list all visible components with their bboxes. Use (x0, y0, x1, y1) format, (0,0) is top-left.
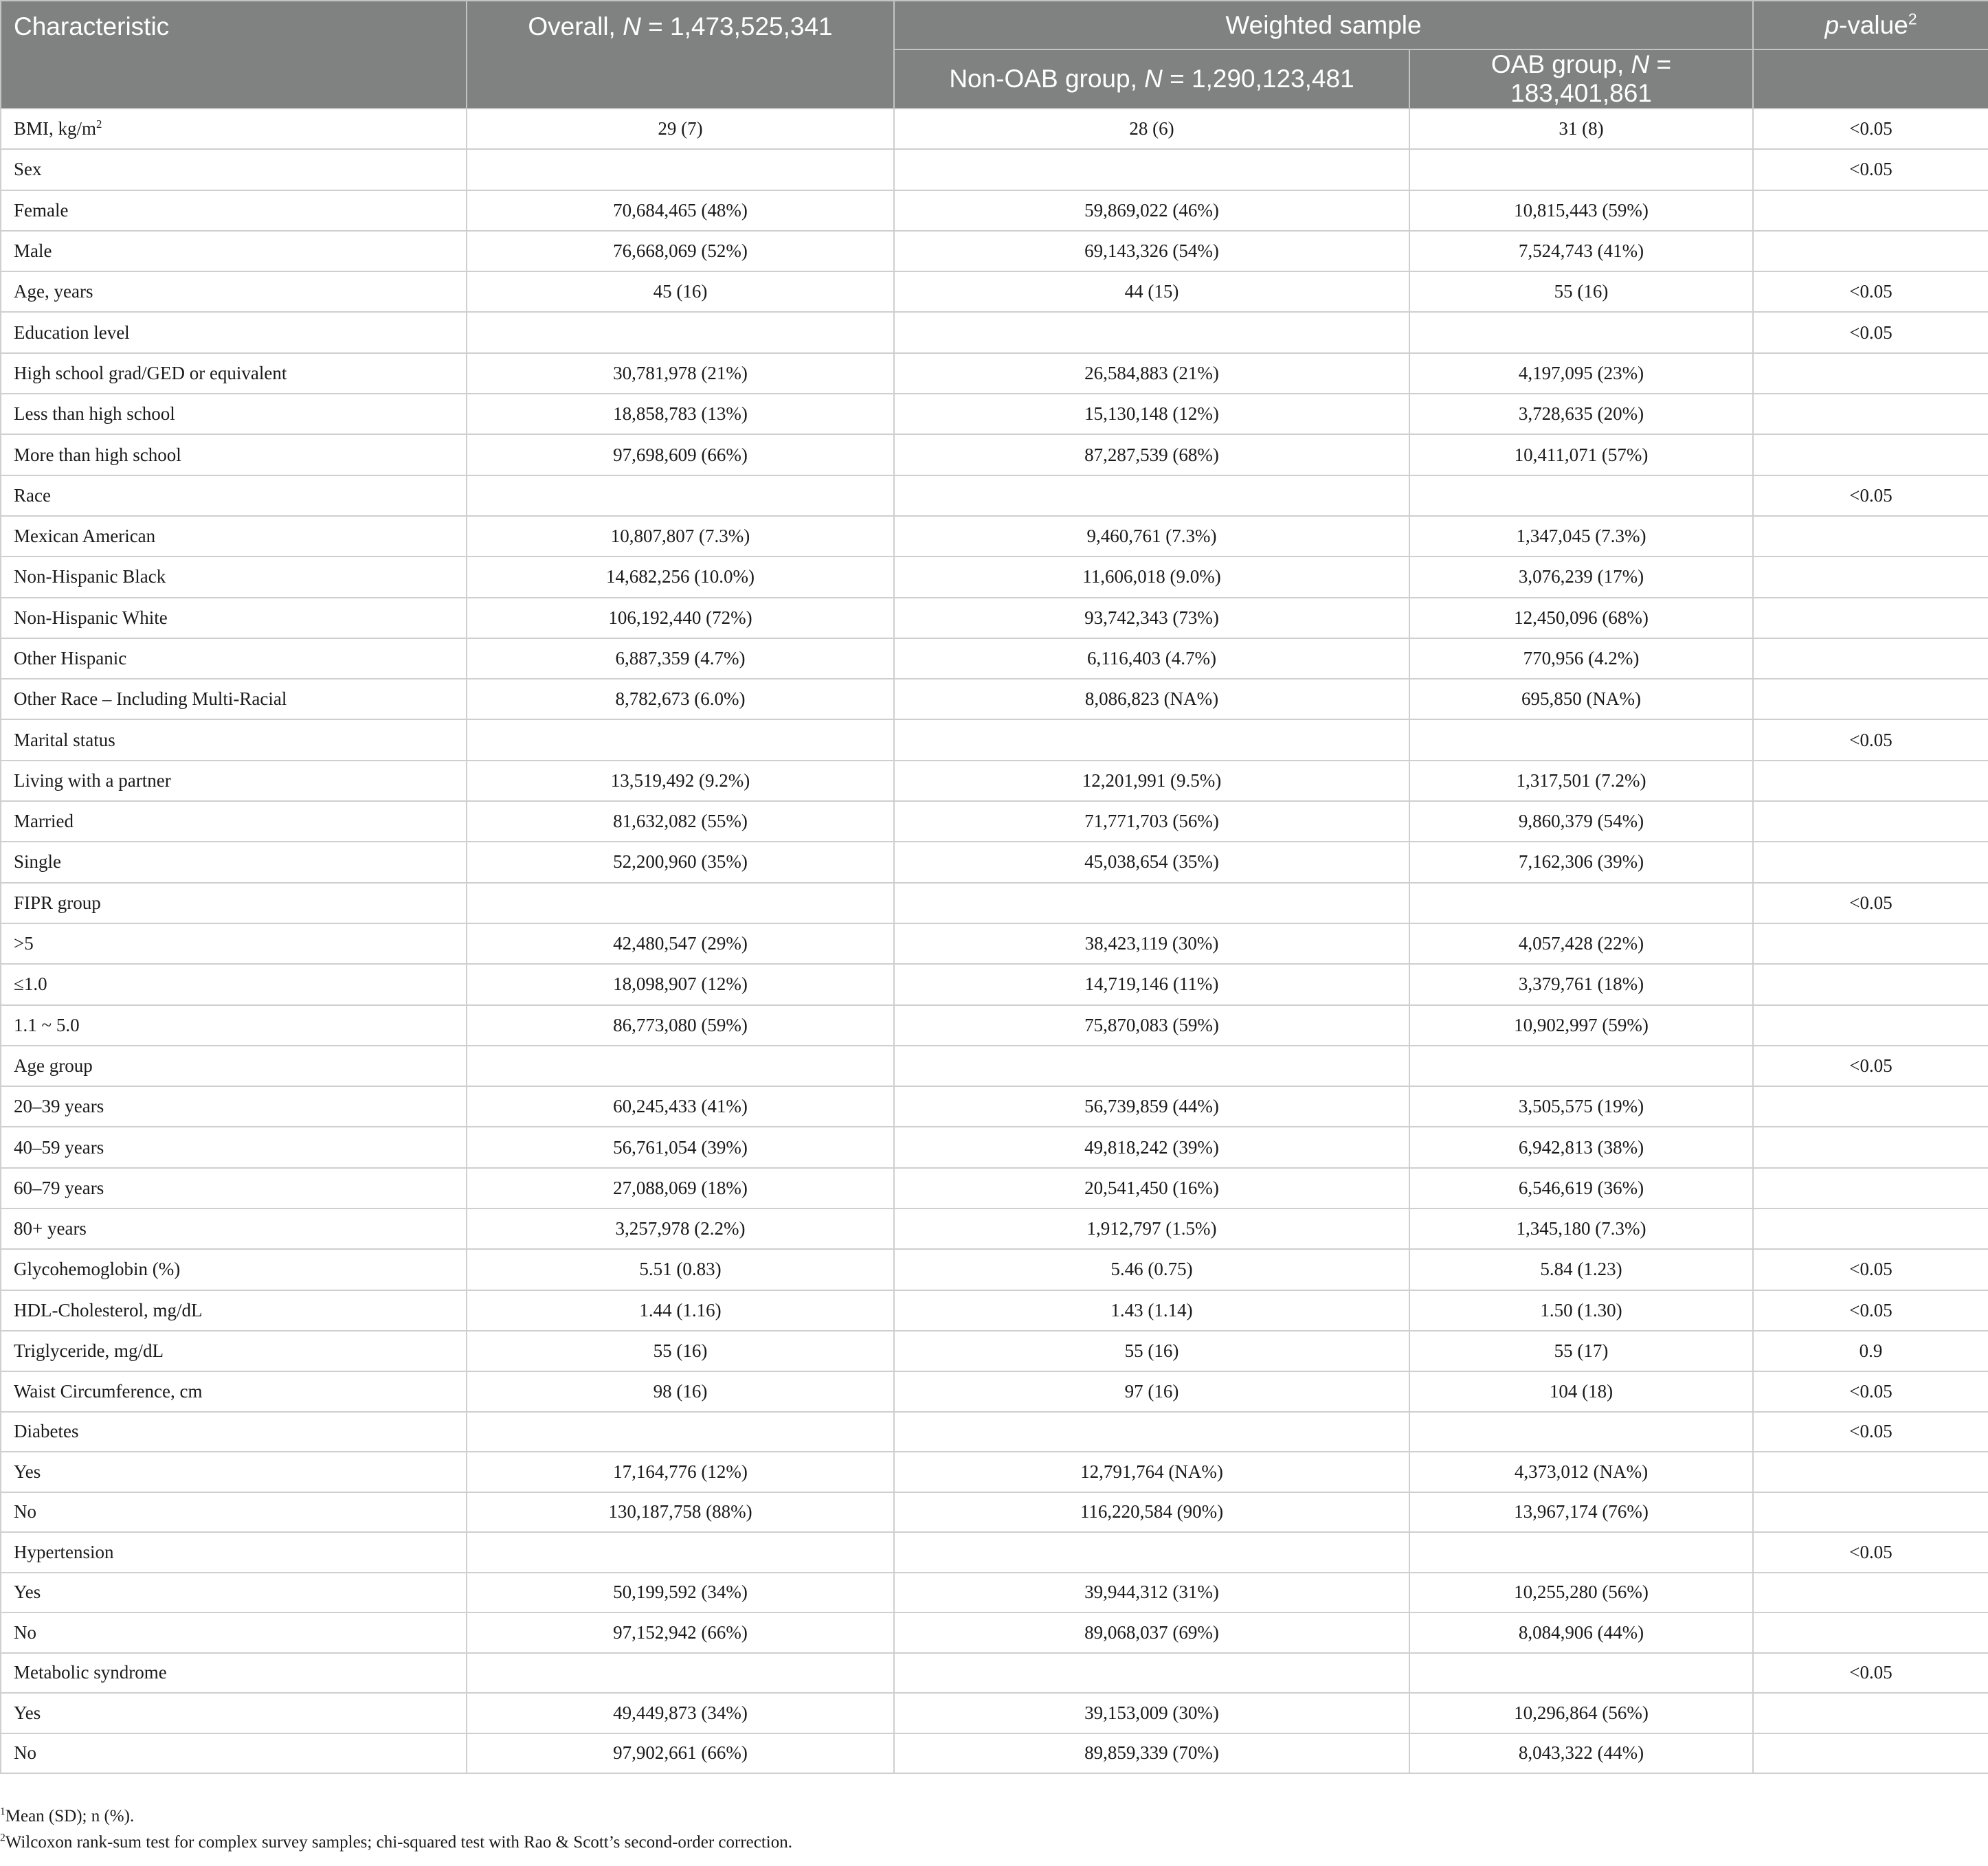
cell-pvalue (1753, 1005, 1988, 1046)
cell-nonoab: 8,086,823 (NA%) (894, 679, 1409, 719)
cell-characteristic: ≤1.0 (1, 964, 467, 1004)
cell-characteristic: Waist Circumference, cm (1, 1371, 467, 1412)
cell-pvalue (1753, 761, 1988, 801)
cell-nonoab: 69,143,326 (54%) (894, 231, 1409, 271)
cell-characteristic: Non-Hispanic White (1, 598, 467, 638)
cell-nonoab (894, 1046, 1409, 1086)
cell-nonoab: 89,068,037 (69%) (894, 1612, 1409, 1653)
cell-nonoab (894, 719, 1409, 760)
cell-characteristic: High school grad/GED or equivalent (1, 353, 467, 394)
cell-characteristic: Single (1, 842, 467, 882)
cell-overall (467, 719, 894, 760)
cell-overall: 18,858,783 (13%) (467, 394, 894, 434)
table-row (1, 1693, 1988, 1733)
cell-characteristic: HDL-Cholesterol, mg/dL (1, 1290, 467, 1331)
cell-oab: 55 (16) (1409, 271, 1753, 312)
cell-pvalue (1753, 598, 1988, 638)
cell-oab: 1,347,045 (7.3%) (1409, 516, 1753, 557)
table-row (1, 1086, 1988, 1127)
cell-characteristic: No (1, 1612, 467, 1653)
cell-oab (1409, 719, 1753, 760)
cell-overall: 52,200,960 (35%) (467, 842, 894, 882)
cell-pvalue: <0.05 (1753, 1249, 1988, 1290)
cell-oab: 8,043,322 (44%) (1409, 1733, 1753, 1774)
table-row (1, 434, 1988, 475)
table-row (1, 1612, 1988, 1653)
table-row (1, 1733, 1988, 1774)
table-row (1, 1209, 1988, 1249)
cell-overall: 29 (7) (467, 109, 894, 149)
footnote-1 (0, 1806, 1988, 1827)
cell-pvalue: <0.05 (1753, 883, 1988, 923)
cell-nonoab (894, 149, 1409, 190)
header-oab (1409, 49, 1753, 109)
cell-pvalue (1753, 1168, 1988, 1209)
cell-oab (1409, 312, 1753, 352)
cell-characteristic: Other Race – Including Multi-Racial (1, 679, 467, 719)
table-row (1, 109, 1988, 149)
cell-characteristic: Race (1, 475, 467, 516)
cell-pvalue: <0.05 (1753, 109, 1988, 149)
header-row-1 (1, 1, 1988, 49)
cell-characteristic: Diabetes (1, 1412, 467, 1452)
cell-oab: 7,524,743 (41%) (1409, 231, 1753, 271)
cell-oab (1409, 1046, 1753, 1086)
cell-oab: 695,850 (NA%) (1409, 679, 1753, 719)
header-overall-label: Overall, (528, 12, 623, 41)
cell-characteristic: Glycohemoglobin (%) (1, 1249, 467, 1290)
table-row (1, 557, 1988, 597)
cell-characteristic: 20–39 years (1, 1086, 467, 1127)
cell-nonoab: 39,153,009 (30%) (894, 1693, 1409, 1733)
cell-overall: 81,632,082 (55%) (467, 801, 894, 842)
cell-nonoab: 26,584,883 (21%) (894, 353, 1409, 394)
cell-nonoab (894, 883, 1409, 923)
cell-nonoab: 14,719,146 (11%) (894, 964, 1409, 1004)
cell-pvalue: <0.05 (1753, 1412, 1988, 1452)
cell-characteristic: 80+ years (1, 1209, 467, 1249)
cell-oab: 5.84 (1.23) (1409, 1249, 1753, 1290)
header-pvalue-rest: -value (1839, 10, 1908, 39)
cell-characteristic: 1.1 ~ 5.0 (1, 1005, 467, 1046)
cell-pvalue (1753, 353, 1988, 394)
cell-nonoab: 97 (16) (894, 1371, 1409, 1412)
header-pvalue (1753, 1, 1988, 49)
cell-nonoab (894, 312, 1409, 352)
cell-nonoab: 20,541,450 (16%) (894, 1168, 1409, 1209)
cell-pvalue: 0.9 (1753, 1331, 1988, 1371)
cell-overall: 3,257,978 (2.2%) (467, 1209, 894, 1249)
table-row (1, 1046, 1988, 1086)
cell-characteristic: Age, years (1, 271, 467, 312)
header-overall-n-value: = 1,473,525,341 (640, 12, 833, 41)
cell-oab: 13,967,174 (76%) (1409, 1492, 1753, 1533)
cell-overall: 13,519,492 (9.2%) (467, 761, 894, 801)
cell-nonoab: 87,287,539 (68%) (894, 434, 1409, 475)
cell-characteristic: FIPR group (1, 883, 467, 923)
table-body (1, 109, 1988, 1773)
cell-overall: 97,902,661 (66%) (467, 1733, 894, 1774)
cell-overall: 56,761,054 (39%) (467, 1127, 894, 1167)
cell-overall: 130,187,758 (88%) (467, 1492, 894, 1533)
footnote-1-text: Mean (SD); n (%). (5, 1807, 135, 1825)
bmi-sup: 2 (96, 117, 102, 131)
cell-overall: 86,773,080 (59%) (467, 1005, 894, 1046)
table-row (1, 1249, 1988, 1290)
cell-characteristic: Yes (1, 1693, 467, 1733)
cell-overall: 45 (16) (467, 271, 894, 312)
table-row (1, 1412, 1988, 1452)
cell-nonoab (894, 475, 1409, 516)
cell-nonoab: 56,739,859 (44%) (894, 1086, 1409, 1127)
cell-oab (1409, 475, 1753, 516)
cell-characteristic: Mexican American (1, 516, 467, 557)
cell-characteristic (1, 109, 467, 149)
cell-oab: 1,317,501 (7.2%) (1409, 761, 1753, 801)
cell-nonoab: 71,771,703 (56%) (894, 801, 1409, 842)
cell-overall (467, 149, 894, 190)
table-row (1, 1127, 1988, 1167)
table-row (1, 679, 1988, 719)
cell-oab: 10,902,997 (59%) (1409, 1005, 1753, 1046)
cell-oab: 1,345,180 (7.3%) (1409, 1209, 1753, 1249)
header-weighted-sample: Weighted sample (894, 1, 1753, 49)
cell-overall (467, 1532, 894, 1573)
cell-pvalue (1753, 231, 1988, 271)
cell-oab: 10,411,071 (57%) (1409, 434, 1753, 475)
bmi-label: BMI, kg/m (14, 118, 97, 139)
table-row (1, 312, 1988, 352)
cell-overall: 1.44 (1.16) (467, 1290, 894, 1331)
header-oab-n-value: = 183,401,861 (1510, 50, 1672, 107)
cell-nonoab: 55 (16) (894, 1331, 1409, 1371)
header-characteristic: Characteristic (1, 1, 467, 109)
cell-oab: 6,546,619 (36%) (1409, 1168, 1753, 1209)
table-row (1, 516, 1988, 557)
cell-oab: 4,057,428 (22%) (1409, 923, 1753, 964)
cell-nonoab: 59,869,022 (46%) (894, 190, 1409, 231)
cell-nonoab: 39,944,312 (31%) (894, 1573, 1409, 1613)
cell-characteristic: Age group (1, 1046, 467, 1086)
table-row (1, 1532, 1988, 1573)
cell-nonoab: 9,460,761 (7.3%) (894, 516, 1409, 557)
cell-overall: 18,098,907 (12%) (467, 964, 894, 1004)
header-pvalue-empty (1753, 49, 1988, 109)
cell-oab: 31 (8) (1409, 109, 1753, 149)
table-row (1, 964, 1988, 1004)
header-oab-n-letter: N (1631, 50, 1650, 78)
cell-pvalue (1753, 964, 1988, 1004)
cell-pvalue: <0.05 (1753, 1532, 1988, 1573)
cell-oab: 3,505,575 (19%) (1409, 1086, 1753, 1127)
cell-characteristic: Married (1, 801, 467, 842)
cell-oab: 7,162,306 (39%) (1409, 842, 1753, 882)
cell-characteristic: Triglyceride, mg/dL (1, 1331, 467, 1371)
cell-oab: 8,084,906 (44%) (1409, 1612, 1753, 1653)
cell-characteristic: No (1, 1492, 467, 1533)
cell-characteristic: Hypertension (1, 1532, 467, 1573)
header-overall-n-letter: N (623, 12, 641, 41)
cell-overall: 14,682,256 (10.0%) (467, 557, 894, 597)
cell-oab: 6,942,813 (38%) (1409, 1127, 1753, 1167)
cell-pvalue (1753, 394, 1988, 434)
cell-characteristic: Yes (1, 1452, 467, 1492)
cell-oab: 4,373,012 (NA%) (1409, 1452, 1753, 1492)
cell-pvalue: <0.05 (1753, 149, 1988, 190)
cell-oab: 9,860,379 (54%) (1409, 801, 1753, 842)
cell-characteristic: Living with a partner (1, 761, 467, 801)
cell-nonoab: 28 (6) (894, 109, 1409, 149)
table-row (1, 842, 1988, 882)
cell-overall (467, 883, 894, 923)
cell-nonoab: 89,859,339 (70%) (894, 1733, 1409, 1774)
cell-pvalue (1753, 842, 1988, 882)
cell-overall: 6,887,359 (4.7%) (467, 638, 894, 679)
table-row (1, 1331, 1988, 1371)
table-row (1, 149, 1988, 190)
cell-characteristic: Marital status (1, 719, 467, 760)
table-row (1, 353, 1988, 394)
cell-nonoab: 5.46 (0.75) (894, 1249, 1409, 1290)
table-row (1, 1290, 1988, 1331)
table-row (1, 1005, 1988, 1046)
cell-oab: 10,255,280 (56%) (1409, 1573, 1753, 1613)
table-row (1, 394, 1988, 434)
cell-oab: 104 (18) (1409, 1371, 1753, 1412)
cell-pvalue: <0.05 (1753, 1046, 1988, 1086)
cell-pvalue (1753, 1492, 1988, 1533)
cell-nonoab: 12,201,991 (9.5%) (894, 761, 1409, 801)
cell-characteristic: 60–79 years (1, 1168, 467, 1209)
cell-nonoab: 49,818,242 (39%) (894, 1127, 1409, 1167)
cell-oab: 12,450,096 (68%) (1409, 598, 1753, 638)
cell-nonoab (894, 1653, 1409, 1694)
cell-oab (1409, 883, 1753, 923)
cell-nonoab (894, 1412, 1409, 1452)
cell-pvalue: <0.05 (1753, 475, 1988, 516)
table-row (1, 1371, 1988, 1412)
cell-oab: 1.50 (1.30) (1409, 1290, 1753, 1331)
cell-pvalue: <0.05 (1753, 719, 1988, 760)
cell-pvalue (1753, 1573, 1988, 1613)
cell-overall: 76,668,069 (52%) (467, 231, 894, 271)
cell-oab (1409, 149, 1753, 190)
cell-pvalue (1753, 801, 1988, 842)
cell-nonoab: 12,791,764 (NA%) (894, 1452, 1409, 1492)
header-nonoab-label: Non-OAB group, (949, 65, 1145, 93)
cell-overall: 17,164,776 (12%) (467, 1452, 894, 1492)
cell-pvalue (1753, 923, 1988, 964)
cell-overall: 42,480,547 (29%) (467, 923, 894, 964)
cell-pvalue: <0.05 (1753, 271, 1988, 312)
cell-pvalue (1753, 638, 1988, 679)
cell-nonoab: 1.43 (1.14) (894, 1290, 1409, 1331)
cell-overall: 30,781,978 (21%) (467, 353, 894, 394)
footnote-2-sup: 2 (0, 1832, 5, 1844)
cell-characteristic: Metabolic syndrome (1, 1653, 467, 1694)
cell-nonoab: 44 (15) (894, 271, 1409, 312)
footnote-2-text: Wilcoxon rank-sum test for complex survey samples; chi-squared test with Rao & Scott’s second-order correction. (5, 1833, 792, 1852)
header-nonoab-n-value: = 1,290,123,481 (1162, 65, 1354, 93)
cell-pvalue: <0.05 (1753, 1290, 1988, 1331)
cell-overall: 70,684,465 (48%) (467, 190, 894, 231)
cell-nonoab: 116,220,584 (90%) (894, 1492, 1409, 1533)
header-nonoab-n-letter: N (1144, 65, 1163, 93)
cell-characteristic: Yes (1, 1573, 467, 1613)
cell-nonoab: 38,423,119 (30%) (894, 923, 1409, 964)
table-row (1, 598, 1988, 638)
cell-pvalue (1753, 1452, 1988, 1492)
cell-pvalue: <0.05 (1753, 1653, 1988, 1694)
header-pvalue-p: p (1824, 10, 1840, 39)
cell-oab: 3,728,635 (20%) (1409, 394, 1753, 434)
cell-pvalue (1753, 434, 1988, 475)
cell-pvalue: <0.05 (1753, 312, 1988, 352)
cell-oab: 55 (17) (1409, 1331, 1753, 1371)
table-row (1, 638, 1988, 679)
cell-overall: 98 (16) (467, 1371, 894, 1412)
cell-overall: 49,449,873 (34%) (467, 1693, 894, 1733)
cell-nonoab: 11,606,018 (9.0%) (894, 557, 1409, 597)
cell-oab: 770,956 (4.2%) (1409, 638, 1753, 679)
header-nonoab (894, 49, 1409, 109)
cell-overall (467, 1412, 894, 1452)
cell-oab: 3,076,239 (17%) (1409, 557, 1753, 597)
cell-characteristic: Sex (1, 149, 467, 190)
cell-overall: 50,199,592 (34%) (467, 1573, 894, 1613)
cell-pvalue (1753, 1086, 1988, 1127)
cell-pvalue (1753, 1209, 1988, 1249)
cell-overall (467, 1046, 894, 1086)
cell-overall: 55 (16) (467, 1331, 894, 1371)
table-row (1, 801, 1988, 842)
cell-characteristic: No (1, 1733, 467, 1774)
table-row (1, 271, 1988, 312)
cell-oab (1409, 1412, 1753, 1452)
cell-nonoab: 75,870,083 (59%) (894, 1005, 1409, 1046)
header-overall (467, 1, 894, 109)
cell-characteristic: Education level (1, 312, 467, 352)
cell-oab: 10,296,864 (56%) (1409, 1693, 1753, 1733)
cell-oab (1409, 1532, 1753, 1573)
footnote-1-sup: 1 (0, 1806, 5, 1818)
cell-overall: 27,088,069 (18%) (467, 1168, 894, 1209)
table-row (1, 1492, 1988, 1533)
cell-pvalue: <0.05 (1753, 1371, 1988, 1412)
cell-pvalue (1753, 1612, 1988, 1653)
cell-oab: 10,815,443 (59%) (1409, 190, 1753, 231)
cell-pvalue (1753, 1733, 1988, 1774)
cell-overall (467, 312, 894, 352)
cell-nonoab: 93,742,343 (73%) (894, 598, 1409, 638)
cell-characteristic: Non-Hispanic Black (1, 557, 467, 597)
cell-nonoab: 15,130,148 (12%) (894, 394, 1409, 434)
table-row (1, 1573, 1988, 1613)
header-oab-label: OAB group, (1490, 50, 1631, 78)
table-row (1, 475, 1988, 516)
cell-pvalue (1753, 557, 1988, 597)
table-row (1, 1452, 1988, 1492)
table-row (1, 231, 1988, 271)
cell-pvalue (1753, 1127, 1988, 1167)
cell-characteristic: Female (1, 190, 467, 231)
table-row (1, 1653, 1988, 1694)
cell-nonoab: 6,116,403 (4.7%) (894, 638, 1409, 679)
cell-overall (467, 1653, 894, 1694)
cell-characteristic: Other Hispanic (1, 638, 467, 679)
footnotes (0, 1806, 1988, 1858)
cell-characteristic: Male (1, 231, 467, 271)
cell-characteristic: Less than high school (1, 394, 467, 434)
table-row (1, 1168, 1988, 1209)
cell-overall: 97,698,609 (66%) (467, 434, 894, 475)
cell-overall: 5.51 (0.83) (467, 1249, 894, 1290)
table-row (1, 761, 1988, 801)
cell-nonoab: 1,912,797 (1.5%) (894, 1209, 1409, 1249)
table-row (1, 923, 1988, 964)
cell-pvalue (1753, 1693, 1988, 1733)
cell-overall: 97,152,942 (66%) (467, 1612, 894, 1653)
cell-overall (467, 475, 894, 516)
table-row (1, 190, 1988, 231)
cell-overall: 60,245,433 (41%) (467, 1086, 894, 1127)
cell-characteristic: >5 (1, 923, 467, 964)
cell-characteristic: 40–59 years (1, 1127, 467, 1167)
footnote-2 (0, 1832, 1988, 1853)
table-row (1, 719, 1988, 760)
header-pvalue-sup: 2 (1908, 10, 1917, 28)
cell-pvalue (1753, 516, 1988, 557)
cell-characteristic: More than high school (1, 434, 467, 475)
cell-pvalue (1753, 679, 1988, 719)
cell-overall: 106,192,440 (72%) (467, 598, 894, 638)
cell-oab: 3,379,761 (18%) (1409, 964, 1753, 1004)
cell-nonoab (894, 1532, 1409, 1573)
cell-overall: 8,782,673 (6.0%) (467, 679, 894, 719)
cell-nonoab: 45,038,654 (35%) (894, 842, 1409, 882)
cell-oab (1409, 1653, 1753, 1694)
table-row (1, 883, 1988, 923)
cell-pvalue (1753, 190, 1988, 231)
cell-oab: 4,197,095 (23%) (1409, 353, 1753, 394)
cell-overall: 10,807,807 (7.3%) (467, 516, 894, 557)
